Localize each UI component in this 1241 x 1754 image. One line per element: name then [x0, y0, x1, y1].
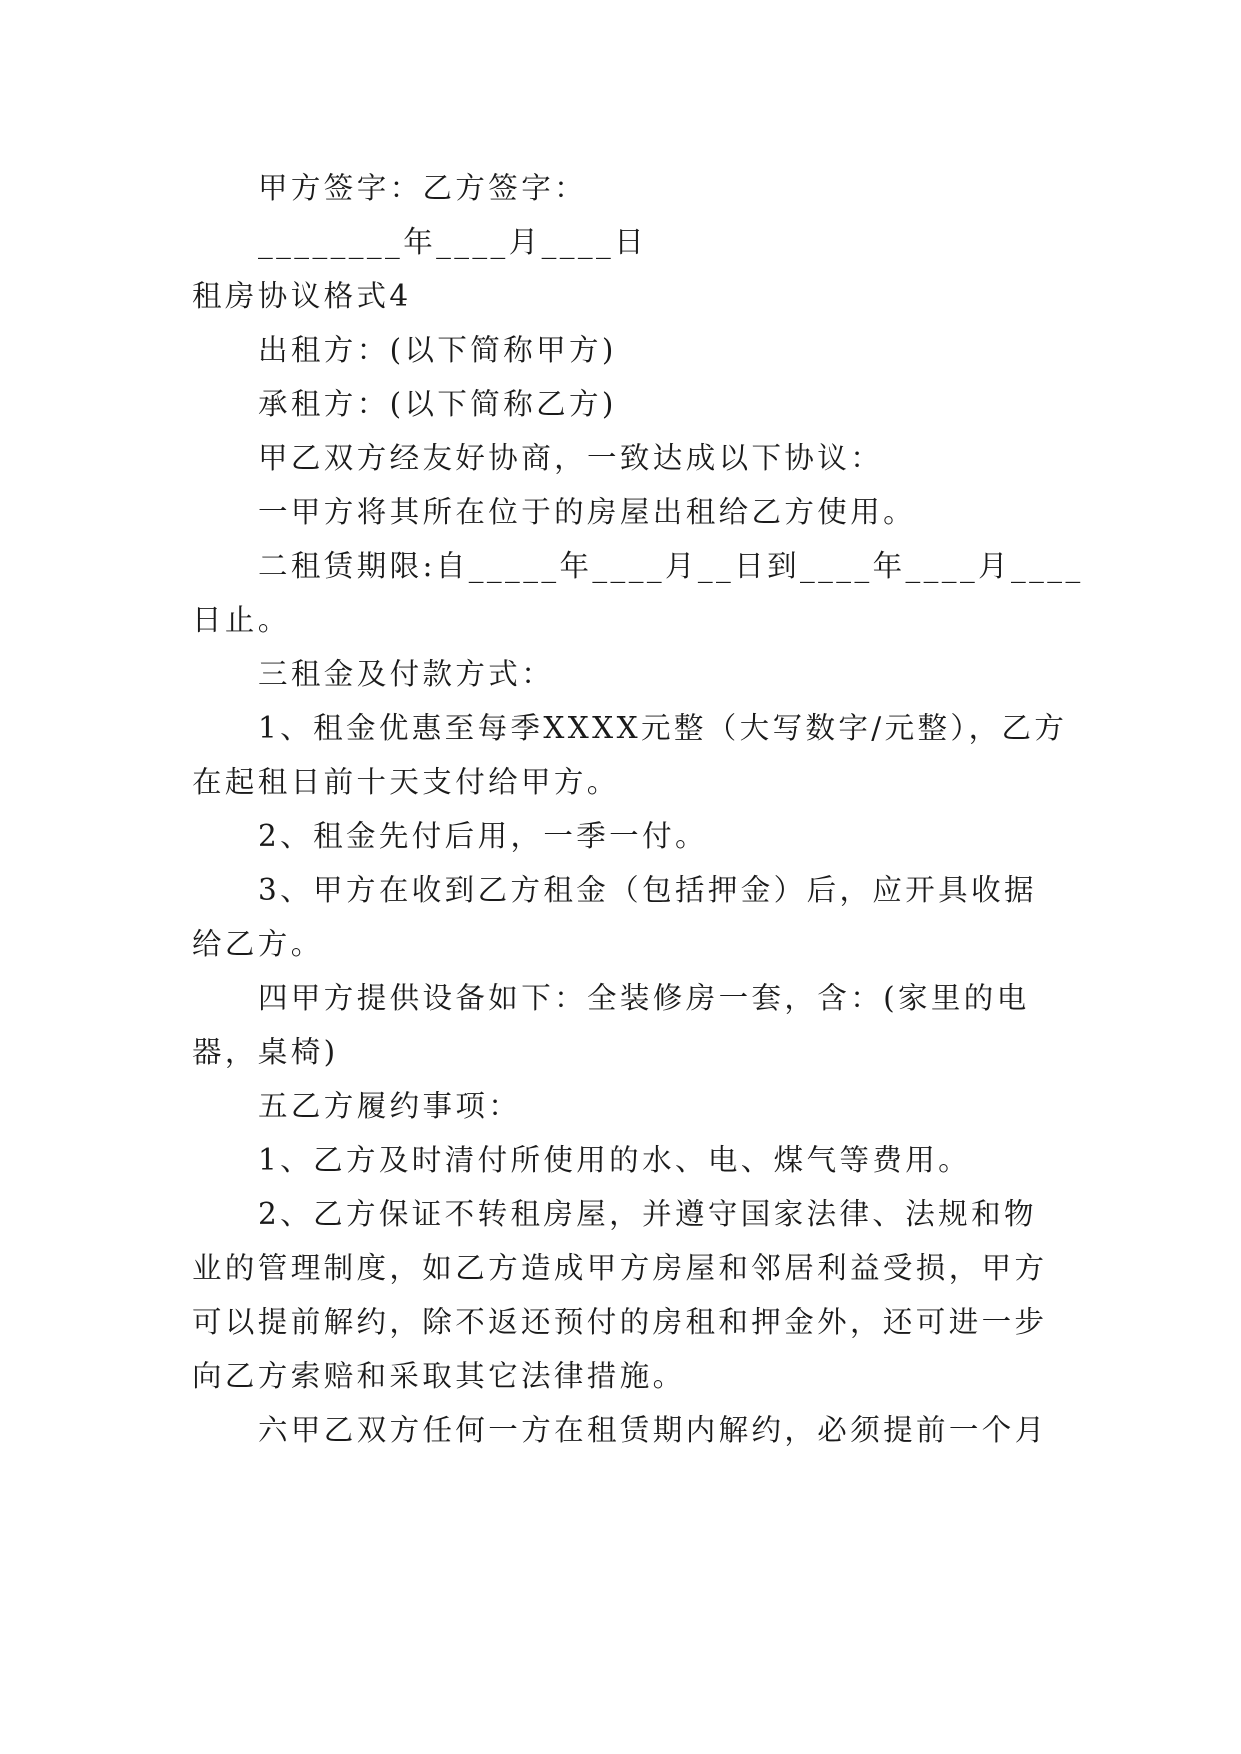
clause-4-continued: 器，桌椅)	[192, 1035, 339, 1069]
clause-3-heading: 三租金及付款方式：	[258, 657, 555, 691]
clause-2-line: 二租赁期限:自_____年____月__日到____年____月____	[258, 549, 1084, 583]
clause-5-item-1: 1、乙方及时清付所使用的水、电、煤气等费用。	[258, 1143, 972, 1177]
clause-4-line: 四甲方提供设备如下：全装修房一套，含：(家里的电	[258, 981, 1030, 1015]
lessee-line: 承租方：(以下简称乙方)	[258, 387, 617, 421]
lessor-line: 出租方：(以下简称甲方)	[258, 333, 617, 367]
clause-5-item-2-continued: 可以提前解约，除不返还预付的房租和押金外，还可进一步	[192, 1305, 1048, 1339]
clause-5-item-2: 2、乙方保证不转租房屋，并遵守国家法律、法规和物	[258, 1197, 1037, 1231]
clause-6-line: 六甲乙双方任何一方在租赁期内解约，必须提前一个月	[258, 1413, 1048, 1447]
clause-5-item-2-continued: 向乙方索赔和采取其它法律措施。	[192, 1359, 686, 1393]
signature-line: 甲方签字：乙方签字：	[258, 171, 588, 205]
clause-2-continued: 日止。	[192, 603, 291, 637]
clause-5-heading: 五乙方履约事项：	[258, 1089, 522, 1123]
clause-3-item-3: 3、甲方在收到乙方租金（包括押金）后，应开具收据	[258, 873, 1037, 907]
paragraph-line: 甲乙双方经友好协商，一致达成以下协议：	[258, 441, 884, 475]
clause-3-item-2: 2、租金先付后用，一季一付。	[258, 819, 708, 853]
section-heading: 租房协议格式4	[192, 279, 412, 313]
clause-3-item-1-continued: 在起租日前十天支付给甲方。	[192, 765, 620, 799]
clause-3-item-1: 1、租金优惠至每季XXXX元整（大写数字/元整），乙方	[258, 711, 1068, 745]
clause-3-item-3-continued: 给乙方。	[192, 927, 324, 961]
clause-5-item-2-continued: 业的管理制度，如乙方造成甲方房屋和邻居利益受损，甲方	[192, 1251, 1048, 1285]
date-line: ________年____月____日	[258, 225, 648, 259]
clause-1-line: 一甲方将其所在位于的房屋出租给乙方使用。	[258, 495, 917, 529]
